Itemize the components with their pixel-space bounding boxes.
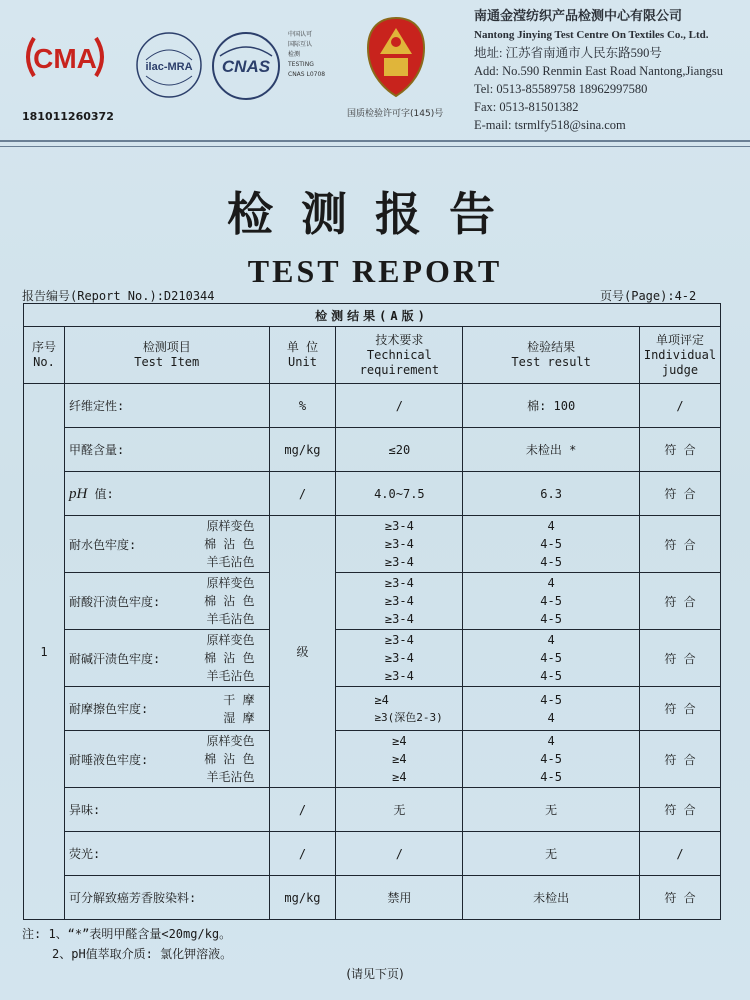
seq-number: 1 [24, 384, 65, 920]
org-address-cn: 地址: 江苏省南通市人民东路590号 [474, 46, 662, 60]
header-unit: 单 位 Unit [269, 327, 336, 384]
table-row: pH 值: / 4.0~7.5 6.3 符 合 [24, 472, 721, 516]
continued-note: (请见下页) [346, 967, 404, 981]
cert-number: 181011260372 [22, 110, 114, 123]
header-requirement: 技术要求 Technical requirement [336, 327, 463, 384]
cma-logo-text: CMA [33, 43, 97, 74]
cnas-logo-text: CNAS [221, 57, 271, 76]
table-row: 甲醛含量: mg/kg ≤20 未检出 * 符 合 [24, 428, 721, 472]
ilac-mra-logo [134, 30, 204, 100]
note-2: 2、pH值萃取介质: 氯化钾溶液。 [52, 947, 233, 961]
ilac-logo-text: ilac-MRA [145, 61, 193, 73]
cma-logo [20, 32, 110, 82]
notes [22, 924, 232, 964]
results-table [23, 303, 721, 920]
header-divider-thin [0, 146, 750, 147]
org-name-cn: 南通金滢纺织产品检测中心有限公司 [474, 9, 683, 24]
org-info [474, 8, 723, 134]
table-row: 荧光: / / 无 / [24, 832, 721, 876]
table-row: 耐摩擦色牢度: 干 摩 湿 摩 ≥4 ≥3(深色2-3) 4-5 4 符 合 [24, 687, 721, 731]
header-no: 序号 No. [24, 327, 65, 384]
emblem-icon [360, 14, 432, 100]
table-row: 1 纤维定性: % / 棉: 100 / [24, 384, 721, 428]
org-fax: Fax: 0513-81501382 [474, 100, 579, 114]
license-caption: 国质检验许可字(145)号 [347, 109, 444, 119]
title-cn: 检测报告 [227, 187, 523, 241]
org-address-en: Add: No.590 Renmin East Road Nantong,Jiangsu [474, 64, 723, 78]
table-row: 耐水色牢度: 原样变色 棉 沾 色 羊毛沾色 级 ≥3-4 ≥3-4 ≥3-4 4 4-5 4-5 符 合 [24, 516, 721, 573]
table-row: 耐酸汗渍色牢度: 原样变色 棉 沾 色 羊毛沾色 ≥3-4 ≥3-4 ≥3-4 4 4-5 4-5 符 合 [24, 573, 721, 630]
cnas-logo [210, 30, 282, 102]
org-email: E-mail: tsrmlfy518@sina.com [474, 118, 626, 132]
page-number: 页号(Page):4-2 [600, 289, 697, 303]
table-header [24, 327, 721, 384]
grade-unit: 级 [269, 516, 336, 788]
org-tel: Tel: 0513-85589758 18962997580 [474, 82, 648, 96]
header-judge: 单项评定 Individual judge [639, 327, 720, 384]
header-item: 检测项目 Test Item [64, 327, 269, 384]
table-row: 可分解致癌芳香胺染料: mg/kg 禁用 未检出 符 合 [24, 876, 721, 920]
table-row: 耐唾液色牢度: 原样变色 棉 沾 色 羊毛沾色 ≥4 ≥4 ≥4 4 4-5 4-5 符 合 [24, 731, 721, 788]
report-number: 报告编号(Report No.):D210344 [22, 289, 215, 303]
header-result: 检验结果 Test result [463, 327, 640, 384]
section-title: 检测结果(A版) [24, 304, 721, 327]
table-row: 耐碱汗渍色牢度: 原样变色 棉 沾 色 羊毛沾色 ≥3-4 ≥3-4 ≥3-4 4 4-5 4-5 符 合 [24, 630, 721, 687]
cnas-info: 中国认可 国际互认 检测 TESTING CNAS L0708 [288, 31, 326, 78]
header-divider [0, 140, 750, 142]
table-row: 异味: / 无 无 符 合 [24, 788, 721, 832]
note-1: 注: 1、“*”表明甲醛含量<20mg/kg。 [22, 927, 232, 941]
title-en: TEST REPORT [247, 253, 503, 289]
org-name-en: Nantong Jinying Test Centre On Textiles Co., Ltd. [474, 29, 709, 41]
